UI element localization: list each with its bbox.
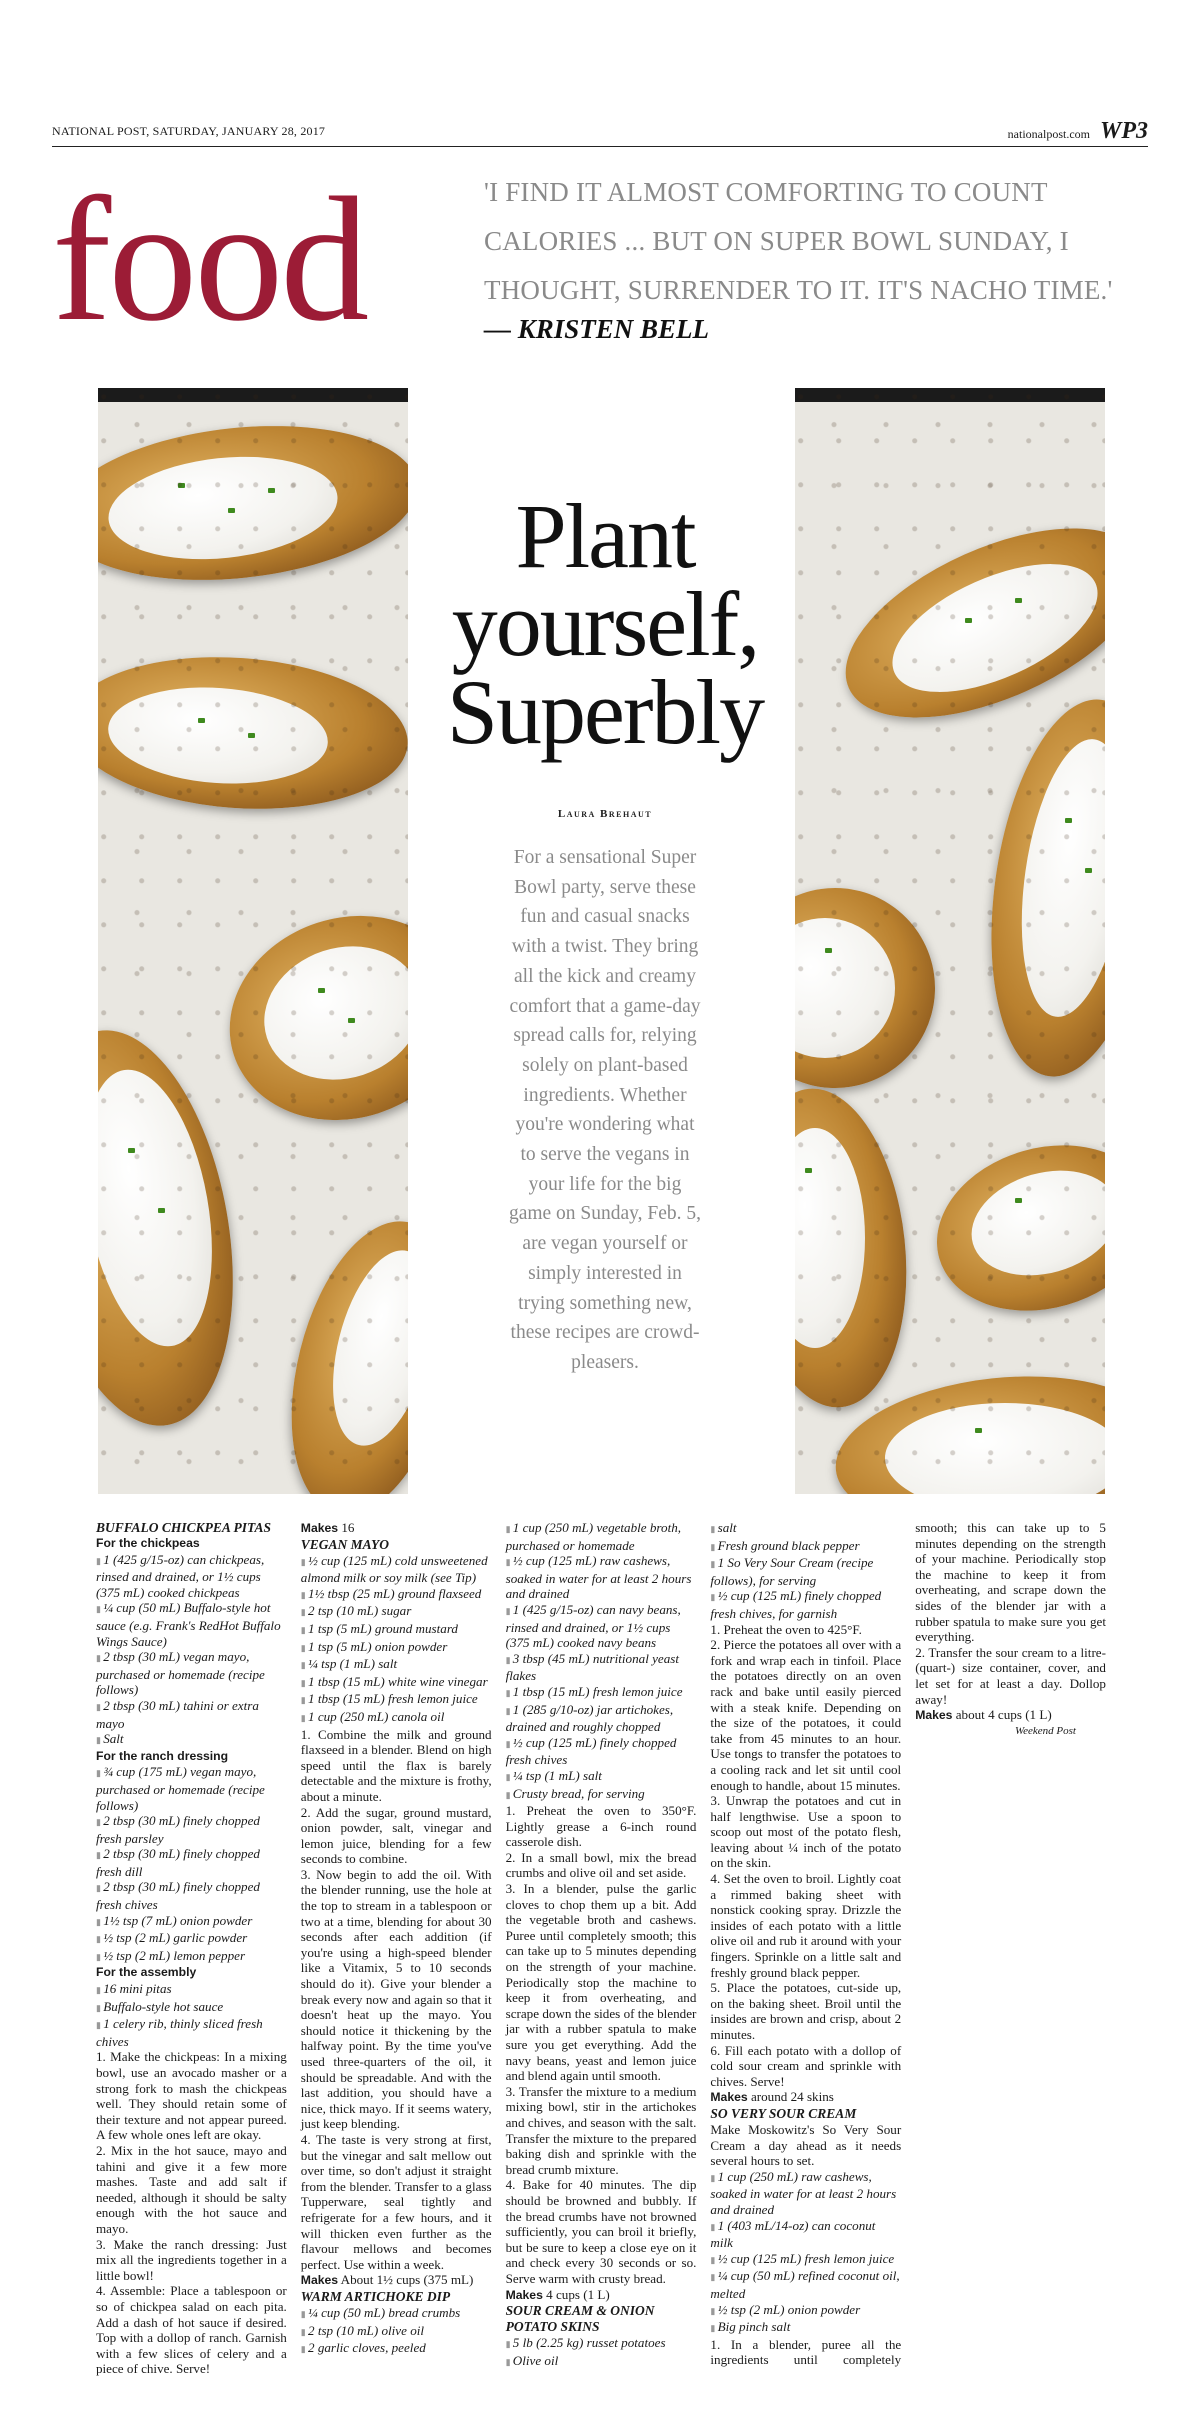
ingredient: ▮ ½ cup (125 mL) raw cashews, soaked in water for at least 2 hours and drained [506,1553,697,1602]
ingredient: ▮ ½ cup (125 mL) cold unsweetened almond milk or soy milk (see Tip) [301,1553,492,1586]
publication-dateline: NATIONAL POST, SATURDAY, JANUARY 28, 2017 [52,124,326,138]
recipe-step: 2. Transfer the sour cream to a litre- (quart-) size container, cover, and let set for at least a day. Dollop away! [915,1644,1106,1707]
ingredient: ▮ 2 tbsp (30 mL) finely chopped fresh chives [96,1879,287,1912]
ingredient: ▮ 1 cup (250 mL) canola oil [301,1709,492,1727]
ingredient: ▮ 1½ tbsp (25 mL) ground flaxseed [301,1586,492,1604]
recipe-subhead: For the chickpeas [96,1536,200,1550]
headline-line-2: yourself, [451,573,759,675]
recipe-step: 2. Mix in the hot sauce, mayo and tahini and give it a few more mashes. Taste and add salt if needed, although it should be salty enough with the hot sauce and mayo. [96,2142,287,2236]
ingredient: ▮ 1 celery rib, thinly sliced fresh chives [96,2016,287,2049]
recipe-step: 2. In a small bowl, mix the bread crumbs and olive oil and set aside. [505,1849,697,1881]
recipe-title: SOUR CREAM & ONION POTATO SKINS [505,2303,655,2335]
ingredient: ▮ Big pinch salt [710,2319,901,2337]
source-credit: Weekend Post [1014,1724,1076,1737]
ingredient: ▮ salt [710,1520,901,1538]
ingredient: ▮ 2 tbsp (30 mL) finely chopped fresh parsley [96,1813,287,1846]
ingredient: ▮ ½ cup (125 mL) finely chopped fresh chives, for garnish [710,1588,901,1621]
yield-label: Makes [300,1521,339,1535]
ingredient: ▮ 1 tbsp (15 mL) fresh lemon juice [301,1691,492,1709]
ingredient: ▮ Buffalo-style hot sauce [96,1999,287,2017]
ingredient: ▮ ½ cup (125 mL) finely chopped fresh chives [506,1735,697,1768]
recipe-step: 4. Bake for 40 minutes. The dip should be browned and bubbly. If the bread crumbs have not browned sufficiently, you can broil it briefly, but be sure to keep a close eye on it and check every 30 seconds or so. Serve warm with crusty bread. [505,2177,697,2286]
yield-label: Makes [710,2090,748,2105]
recipe-step: 3. Make the ranch dressing: Just mix all the ingredients together in a little bowl! [96,2236,287,2283]
ingredient: ▮ 1 cup (250 mL) vegetable broth, purchased or homemade [506,1520,697,1553]
recipe-step: 5. Place the potatoes, cut-side up, on the baking sheet. Broil until the insides are brown and crisp, about 2 minutes. [710,1980,902,2042]
recipe-yield [506,2287,697,2304]
ingredient: ▮ Olive oil [506,2353,697,2371]
yield-label: Makes [505,2287,543,2302]
pull-quote: 'I FIND IT ALMOST COMFORTING TO COUNT CALORIES ... BUT ON SUPER BOWL SUNDAY, I THOUGHT, SURRENDER TO IT. IT'S NACHO TIME.' [484,177,1113,305]
headline-line-1: Plant [515,485,695,587]
header-right [1008,118,1148,145]
recipe-step: 4. Assemble: Place a tablespoon or so of chickpea salad on each pita. Add a dash of hot sauce if desired. Top with a dollop of ranch. Garnish with a few slices of celery and a piece of chive. Serve! [96,2283,287,2377]
ingredient: ▮ 1 tbsp (15 mL) white wine vinegar [301,1674,492,1692]
ingredient: ▮ ¼ cup (50 mL) refined coconut oil, melted [710,2268,901,2301]
ingredient: ▮ 1 (285 g/10-oz) jar artichokes, drained and roughly chopped [506,1702,697,1735]
ingredient: ▮ ½ tsp (2 mL) lemon pepper [96,1948,287,1966]
yield-value: about 4 cups (1 L) [955,1707,1052,1723]
yield-label: Makes [915,1708,953,1723]
ingredient: ▮ 1 (403 mL/14-oz) can coconut milk [710,2218,901,2251]
ingredient: ▮ 3 tbsp (45 mL) nutritional yeast flakes [506,1651,697,1684]
ingredient: ▮ 16 mini pitas [96,1981,287,1999]
ingredient: ▮ Crusty bread, for serving [506,1786,697,1804]
recipe-step: 3. In a blender, pulse the garlic cloves to chop them up a bit. Add the vegetable broth and cashews. Puree until completely smooth; this can take up to 5 minutes depending on the strength of your machine. Periodically stop the machine to keep it from overheating, and scrape down the sides of the blender jar with a rubber spatula to make sure you get everything. Add the navy beans, yeast and lemon juice and blend again until smooth. [505,1881,697,2084]
potato-skins-photo-left [98,388,408,1494]
yield-value: About 1½ cups (375 mL) [340,2272,474,2288]
ingredient: ▮ 2 tbsp (30 mL) tahini or extra mayo [96,1698,287,1731]
ingredient: ▮ 1 cup (250 mL) raw cashews, soaked in water for at least 2 hours and drained [710,2169,901,2218]
recipe-step: 3. Transfer the mixture to a medium mixing bowl, stir in the artichokes and chives, and season with the salt. Transfer the mixture to the prepared baking dish and sprinkle with the bread crumb mixture. [505,2083,697,2177]
yield-value: around 24 skins [750,2089,834,2105]
yield-value: 16 [341,1520,355,1535]
ingredient: ▮ 1 tsp (5 mL) ground mustard [301,1621,492,1639]
recipe-step: 1. In a blender, puree all the ingredients until completely smooth; this can take up to 5 minutes depending on the strength of your machine. Periodically stop the machine to keep it from overheating, and scrape down the sides of the blender jar with a rubber spatula to make sure you get everything. [710,1520,1106,2368]
recipe-columns [96,1520,1106,2380]
recipe-subhead: For the ranch dressing [96,1748,229,1763]
recipe-title: WARM ARTICHOKE DIP [300,2288,451,2304]
recipe-step: 3. Unwrap the potatoes and cut in half lengthwise. Use a spoon to scoop out most of the potato flesh, leaving about ¼ inch of the potato on the skin. [710,1793,902,1871]
ingredient: ▮ ¾ cup (175 mL) vegan mayo, purchased or homemade (recipe follows) [96,1764,287,1813]
ingredient: ▮ 1 (425 g/15-oz) can chickpeas, rinsed and drained, or 1½ cups (375 mL) cooked chickpeas [96,1552,287,1601]
ingredient: ▮ 2 tsp (10 mL) sugar [301,1603,492,1621]
recipe-title: BUFFALO CHICKPEA PITAS [96,1520,272,1535]
recipe-subhead: For the assembly [96,1965,197,1980]
ingredient: ▮ 1 tsp (5 mL) onion powder [301,1639,492,1657]
page-header [52,118,1148,147]
recipe-step: 4. Set the oven to broil. Lightly coat a rimmed baking sheet with nonstick cooking spray. Drizzle the insides of each potato with a little olive oil and rub it around with your fingers. Sprinkle on a little salt and freshly ground black pepper. [710,1871,902,1980]
ingredient: ▮ ½ tsp (2 mL) garlic powder [96,1930,287,1948]
site-url: nationalpost.com [1007,127,1090,141]
recipe-step: 4. The taste is very strong at first, but the vinegar and salt mellow out over time, so don't adjust it straight from the blender. Transfer to a glass Tupperware, seal tightly and refrigerate for a few hours, and it will thicken even further as the flavour mellows and becomes perfect. Use within a week. [300,2131,492,2272]
recipe-intro: Make Moskowitz's So Very Sour Cream a day ahead as it needs several hours to set. [710,2121,902,2169]
recipe-title: SO VERY SOUR CREAM [710,2105,857,2121]
recipe-yield [915,1707,1106,1724]
recipe-step: 1. Preheat the oven to 350°F. Lightly grease a 6-inch round casserole dish. [505,1803,697,1850]
recipe-step: 3. Now begin to add the oil. With the blender running, use the hole at the top to stream in a tablespoon or two at a time, blending for about 30 seconds after each addition (if you're using a high-speed blender like a Vitamix, 5 to 10 seconds should do it). Give your blender a break every now and again so that it doesn't heat up the mayo. You should notice it thickening by the halfway point. By the time you've used three-quarters of the oil, it should be spreadable. And with the last addition, you should have a nice, thick mayo. If it seems watery, just keep blending. [300,1866,492,2132]
ingredient: ▮ 2 tbsp (30 mL) finely chopped fresh dill [96,1846,287,1879]
ingredient: ▮ ¼ cup (50 mL) bread crumbs [301,2305,492,2323]
byline: Laura Brehaut [557,808,653,820]
recipe-yield [301,1520,492,1537]
potato-skins-photo-right [795,388,1105,1494]
recipe-step: 1. Combine the milk and ground flaxseed in a blender. Blend on high speed until the flax is barely detectable and the mixture is frothy, about a minute. [300,1726,492,1804]
ingredient: ▮ ½ tsp (2 mL) onion powder [710,2302,901,2320]
recipe-step: 2. Pierce the potatoes all over with a fork and wrap each in tinfoil. Place the potatoes directly on an oven rack and bake until easily pierced with a steak knife. Depending on the size of the potatoes, it could take from 45 minutes to an hour. Use tongs to transfer the potatoes to a cooling rack and let sit until cool enough to handle, about 15 minutes. [710,1637,902,1793]
recipe-step: 6. Fill each potato with a dollop of cold sour cream and sprinkle with chives. Serve! [710,2042,902,2089]
headline [420,485,790,763]
recipe-yield [301,2272,492,2289]
quote-attribution: — KRISTEN BELL [484,314,710,344]
ingredient: ▮ Fresh ground black pepper [710,1538,901,1556]
ingredient: ▮ 1 (425 g/15-oz) can navy beans, rinsed and drained, or 1½ cups (375 mL) cooked navy beans [506,1602,697,1651]
section-title: food [52,160,367,358]
page-number: WP3 [1100,118,1148,144]
ingredient: ▮ 1 tbsp (15 mL) fresh lemon juice [506,1684,697,1702]
recipe-yield [710,2089,901,2106]
ingredient: ▮ ¼ tsp (1 mL) salt [506,1768,697,1786]
yield-label: Makes [300,2273,339,2288]
ingredient: ▮ 2 tbsp (30 mL) vegan mayo, purchased or homemade (recipe follows) [96,1649,287,1698]
recipe-step: 1. Preheat the oven to 425°F. [710,1621,862,1637]
ingredient: ▮ ¼ cup (50 mL) Buffalo-style hot sauce (e.g. Frank's RedHot Buffalo Wings Sauce) [96,1600,287,1649]
ingredient: ▮ 1½ tsp (7 mL) onion powder [96,1913,287,1931]
ingredient: ▮ ¼ tsp (1 mL) salt [301,1656,492,1674]
recipe-step: 2. Add the sugar, ground mustard, onion powder, salt, vinegar and lemon juice, blending for a few seconds to combine. [300,1804,492,1867]
ingredient: ▮ 2 tsp (10 mL) olive oil [301,2323,492,2341]
ingredient: ▮ ½ cup (125 mL) fresh lemon juice [710,2251,901,2269]
ingredient: ▮ 1 So Very Sour Cream (recipe follows), for serving [710,1555,901,1588]
ingredient: ▮ 2 garlic cloves, peeled [301,2340,492,2358]
ingredient: ▮ 5 lb (2.25 kg) russet potatoes [506,2335,697,2353]
recipe-step: 1. Make the chickpeas: In a mixing bowl, use an avocado masher or a strong fork to mash the chickpeas well. They should retain some of their texture and not appear pureed. A few whole ones left are okay. [96,2049,287,2143]
ingredient: ▮ Salt [96,1731,287,1749]
headline-line-3: Superbly [446,661,764,763]
deck: For a sensational Super Bowl party, serve these fun and casual snacks with a twist. They bring all the kick and creamy comfort that a game-day spread calls for, relying solely on plant-based ingredients. Whether you're wondering what to serve the vegans in your life for the big game on Sunday, Feb. 5, are vegan yourself or simply interested in trying something new, these recipes are crowd-pleasers. [508,847,702,1373]
recipe-title: VEGAN MAYO [300,1536,389,1552]
yield-value: 4 cups (1 L) [546,2286,610,2302]
